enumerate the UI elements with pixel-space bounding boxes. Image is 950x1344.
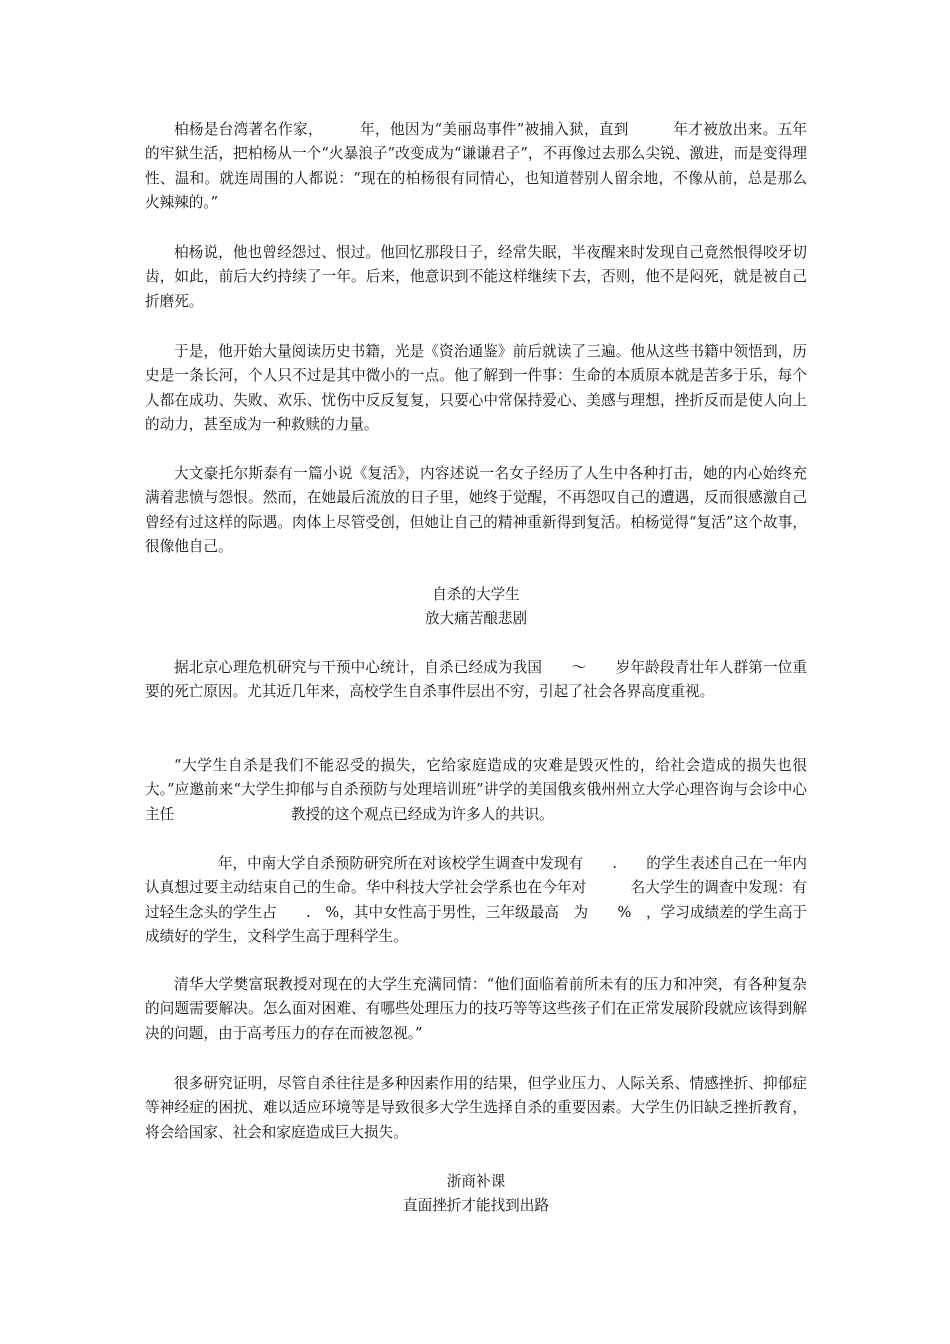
paragraph-6: “大学生自杀是我们不能忍受的损失，它给家庭造成的灾难是毁灭性的，给社会造成的损失也很大。”应邀前来“大学生抑郁与自杀预防与处理培训班”讲学的美国俄亥俄州州立大学心理咨询与会诊中心主任 教授的这个观点已经成为许多人的共识。	[145, 757, 807, 823]
section-heading-2-subtitle: 直面挫折才能找到出路	[403, 1197, 549, 1214]
paragraph-2: 柏杨说，他也曾经怨过、恨过。他回忆那段日子，经常失眠，半夜醒来时发现自己竟然恨得咬牙切齿，如此，前后大约持续了一年。后来，他意识到不能这样继续下去，否则，他不是闷死，就是被自己折磨死。	[145, 244, 807, 310]
section-heading-1-subtitle: 放大痛苦酿悲剧	[424, 610, 528, 627]
paragraph-9: 很多研究证明，尽管自杀往往是多种因素作用的结果，但学业压力、人际关系、情感挫折、抑郁症等神经症的困扰、难以适应环境等是导致很多大学生选择自杀的重要因素。大学生仍旧缺乏挫折教育，将会给国家、社会和家庭造成巨大损失。	[145, 1075, 807, 1141]
document-page	[145, 0, 807, 1344]
paragraph-4: 大文豪托尔斯泰有一篇小说《复活》，内容述说一名女子经历了人生中各种打击，她的内心始终充满着悲愤与怨恨。然而，在她最后流放的日子里，她终于觉醒，不再怨叹自己的遭遇，反而很感激自己曾经有过这样的际遇。肉体上尽管受创，但她让自己的精神重新得到复活。柏杨觉得“复活”这个故事，很像他自己。	[145, 465, 807, 556]
section-heading-2-title: 浙商补课	[446, 1173, 506, 1190]
paragraph-8: 清华大学樊富珉教授对现在的大学生充满同情：“他们面临着前所未有的压力和冲突，有各种复杂的问题需要解决。怎么面对困难、有哪些处理压力的技巧等等这些孩子们在正常发展阶段就应该得到解决的问题，由于高考压力的存在而被忽视。”	[145, 976, 807, 1042]
paragraph-7: 年，中南大学自杀预防研究所在对该校学生调查中发现有 . 的学生表述自己在一年内认真想过要主动结束自己的生命。华中科技大学社会学系也在今年对 名大学生的调查中发现：有过轻生念头的学生占 . %，其中女性高于男性，三年级最高 为 % ，学习成绩差的学生高于成绩好的学生，文科学生高于理科学生。	[145, 855, 807, 946]
paragraph-5: 据北京心理危机研究与干预中心统计，自杀已经成为我国 ～ 岁年龄段青壮年人群第一位重要的死亡原因。尤其近几年来，高校学生自杀事件层出不穷，引起了社会各界高度重视。	[145, 659, 807, 701]
paragraph-3: 于是，他开始大量阅读历史书籍，光是《资治通鉴》前后就读了三遍。他从这些书籍中领悟到，历史是一条长河，个人只不过是其中微小的一点。他了解到一件事：生命的本质原本就是苦多于乐，每个人都在成功、失败、欢乐、忧伤中反反复复，只要心中常保持爱心、美感与理想，挫折反而是使人向上的动力，甚至成为一种救赎的力量。	[145, 343, 807, 434]
section-heading-1-title: 自杀的大学生	[432, 586, 520, 603]
paragraph-1: 柏杨是台湾著名作家， 年，他因为“美丽岛事件”被捕入狱，直到 年才被放出来。五年的牢狱生活，把柏杨从一个“火暴浪子”改变成为“谦谦君子”，不再像过去那么尖锐、激进，而是变得理性、温和。就连周围的人都说：“现在的柏杨很有同情心，也知道替别人留余地，不像从前，总是那么火辣辣的。”	[145, 121, 807, 212]
